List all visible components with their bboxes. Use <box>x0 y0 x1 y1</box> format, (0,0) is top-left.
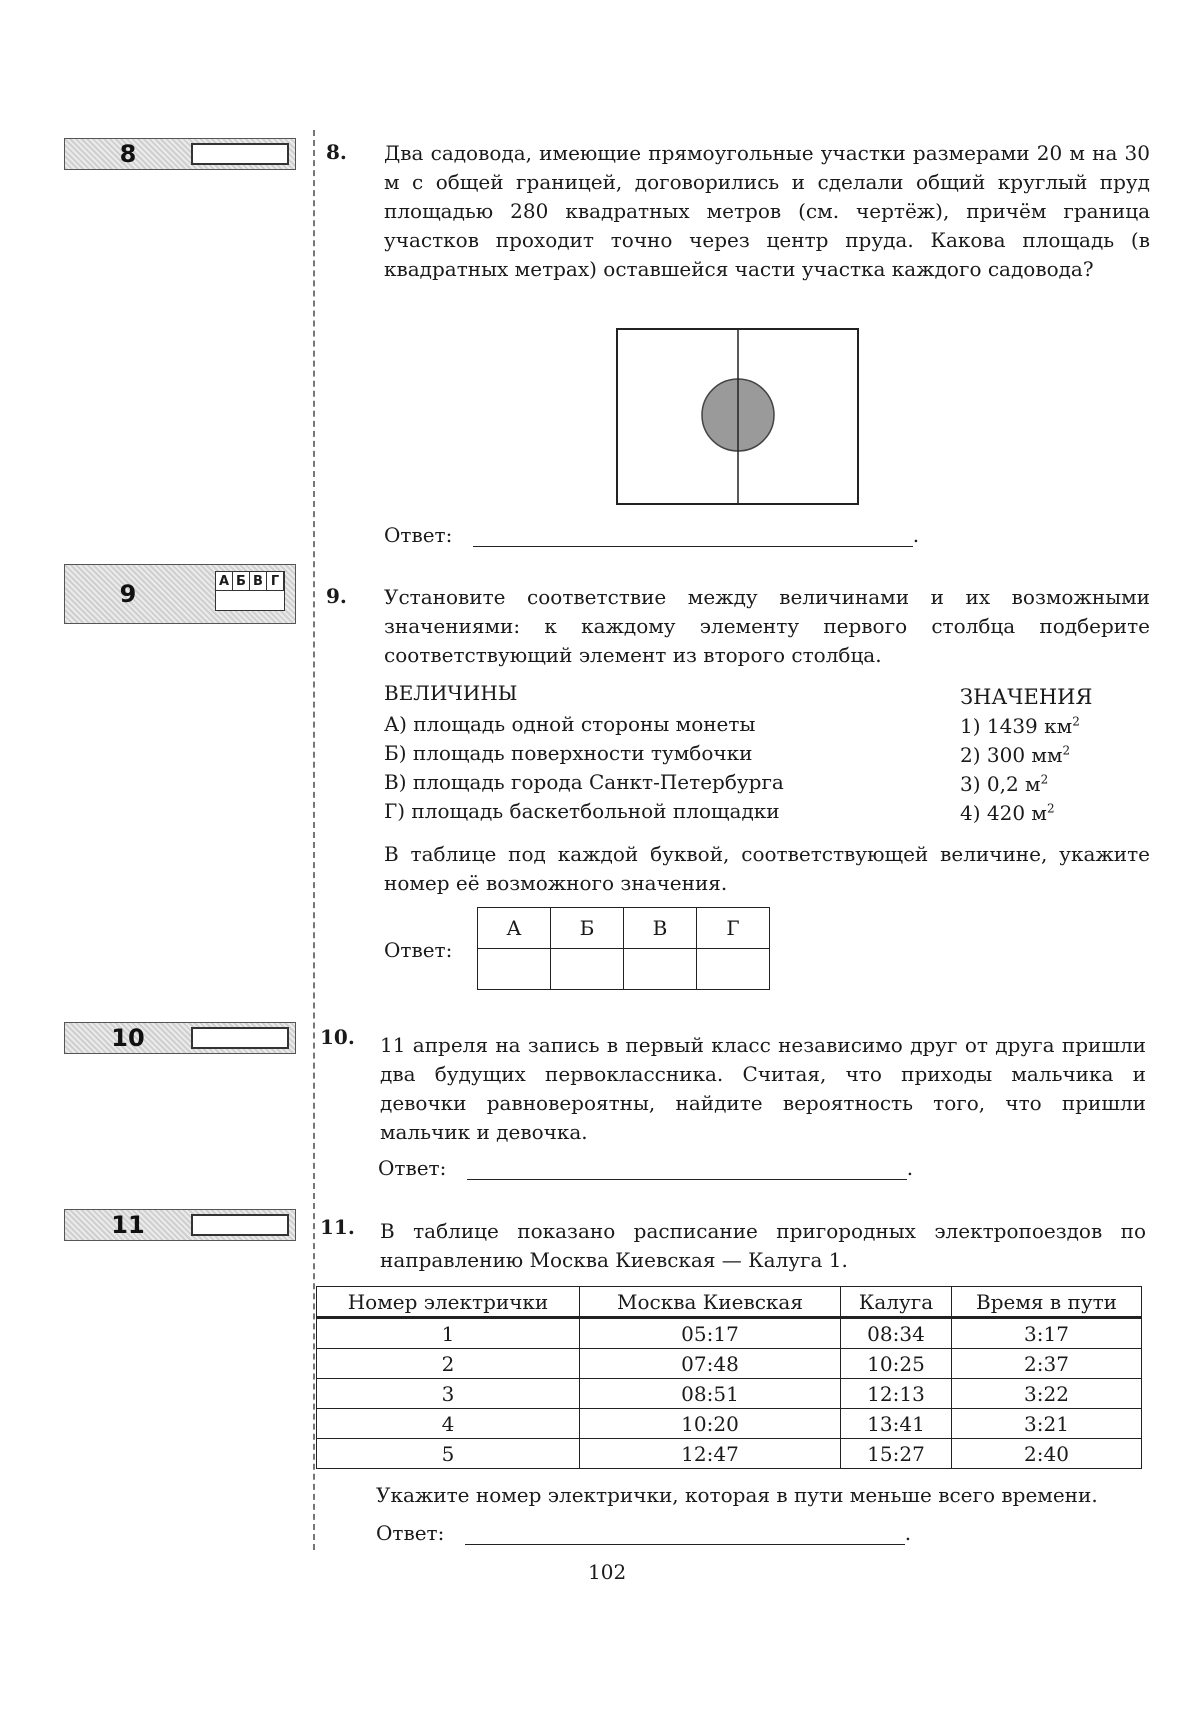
q11-answer-box <box>64 1209 296 1241</box>
q10-answer-input[interactable] <box>467 1157 907 1180</box>
q10-answer-label: Ответ: <box>378 1156 447 1180</box>
q8-margin-number: 8 <box>119 140 137 168</box>
q8-answer-label: Ответ: <box>384 523 453 547</box>
table-row: 3 08:51 12:13 3:22 <box>317 1379 1142 1409</box>
table-row: 2 07:48 10:25 2:37 <box>317 1349 1142 1379</box>
q9-left-header: ВЕЛИЧИНЫ <box>384 681 518 705</box>
q9-text: Установите соответствие между величинами и их возможными значениями: к каждому элементу первого столбца подберите соответствующий элемент из второго столбца. <box>384 585 1150 667</box>
q11-answer-input[interactable] <box>465 1522 905 1545</box>
q9-margin-number: 9 <box>119 580 137 608</box>
cell-g[interactable] <box>267 591 284 610</box>
q10-answer-field[interactable] <box>191 1027 289 1049</box>
q9-number: 9. <box>326 584 347 608</box>
q8-answer-line: Ответ: . <box>384 523 920 547</box>
pond-diagram <box>616 328 860 506</box>
q11-answer-field[interactable] <box>191 1214 289 1236</box>
schedule-table <box>316 1286 1142 1469</box>
letter-g: Г <box>267 572 284 591</box>
table-row: 5 12:47 15:27 2:40 <box>317 1439 1142 1469</box>
answer-cell-a[interactable] <box>478 949 551 990</box>
letter-b: Б <box>233 572 250 591</box>
table-row: 1 05:17 08:34 3:17 <box>317 1318 1142 1349</box>
q9-instruction: В таблице под каждой буквой, соответствующей величине, укажите номер её возможного значения. <box>384 842 1150 895</box>
q11-question: Укажите номер электрички, которая в пути меньше всего времени. <box>376 1483 1098 1507</box>
q10-number: 10. <box>320 1025 355 1049</box>
q11-answer-label: Ответ: <box>376 1521 445 1545</box>
value-4: 4) 420 $м^2$ <box>960 801 1055 825</box>
answer-cell-g[interactable] <box>697 949 770 990</box>
cell-a[interactable] <box>216 591 233 610</box>
col-moscow: Москва Киевская <box>580 1287 841 1318</box>
q10-answer-box <box>64 1022 296 1054</box>
value-1: 1) 1439 $км^2$ <box>960 714 1080 738</box>
quantity-g: Г) площадь баскетбольной площадки <box>384 799 780 823</box>
q8-answer-input[interactable] <box>473 524 913 547</box>
col-travel-time: Время в пути <box>952 1287 1142 1318</box>
q8-number: 8. <box>326 140 347 164</box>
q10-answer-line: Ответ: . <box>378 1156 914 1180</box>
quantity-v: В) площадь города Санкт-Петербурга <box>384 770 784 794</box>
cell-v[interactable] <box>250 591 267 610</box>
cut-line <box>313 130 315 1550</box>
answer-cell-b[interactable] <box>551 949 624 990</box>
quantity-a: А) площадь одной стороны монеты <box>384 712 756 736</box>
q9-right-header: ЗНАЧЕНИЯ <box>960 685 1093 709</box>
letter-v: В <box>250 572 267 591</box>
value-2: 2) 300 $мм^2$ <box>960 743 1071 767</box>
page-number: 102 <box>588 1560 627 1584</box>
q8-answer-field[interactable] <box>191 143 289 165</box>
answer-header-a: А <box>478 908 551 949</box>
quantity-b: Б) площадь поверхности тумбочки <box>384 741 753 765</box>
col-kaluga: Калуга <box>841 1287 952 1318</box>
q9-answer-table <box>477 907 770 990</box>
value-3: 3) 0,2 $м^2$ <box>960 772 1049 796</box>
answer-cell-v[interactable] <box>624 949 697 990</box>
letter-a: А <box>216 572 233 591</box>
answer-header-b: Б <box>551 908 624 949</box>
cell-b[interactable] <box>233 591 250 610</box>
q9-letter-grid[interactable] <box>215 571 285 611</box>
q10-margin-number: 10 <box>111 1024 145 1052</box>
q11-answer-line: Ответ: . <box>376 1521 912 1545</box>
q11-number: 11. <box>320 1215 355 1239</box>
schedule-header-row <box>317 1287 1142 1318</box>
q9-answer-label: Ответ: <box>384 938 453 962</box>
q9-answer-box <box>64 564 296 624</box>
col-train-number: Номер электрички <box>317 1287 580 1318</box>
answer-header-g: Г <box>697 908 770 949</box>
q11-text: В таблице показано расписание пригородных электропоездов по направлению Москва Киевская — Калуга 1. <box>380 1219 1146 1272</box>
q11-margin-number: 11 <box>111 1211 145 1239</box>
answer-header-v: В <box>624 908 697 949</box>
q10-text: 11 апреля на запись в первый класс независимо друг от друга пришли два будущих первоклассника. Считая, что приходы мальчика и девочки равновероятны, найдите вероятность того, что пришли мальчик и девочка. <box>380 1033 1146 1144</box>
q8-text: Два садовода, имеющие прямоугольные участки размерами 20 м на 30 м с общей границей, договорились и сделали общий круглый пруд площадью 280 квадратных метров (см. чертёж), причём граница участков проходит точно через центр пруда. Какова площадь (в квадратных метрах) оставшейся части участка каждого садовода? <box>384 141 1150 281</box>
table-row: 4 10:20 13:41 3:21 <box>317 1409 1142 1439</box>
q8-answer-box <box>64 138 296 170</box>
